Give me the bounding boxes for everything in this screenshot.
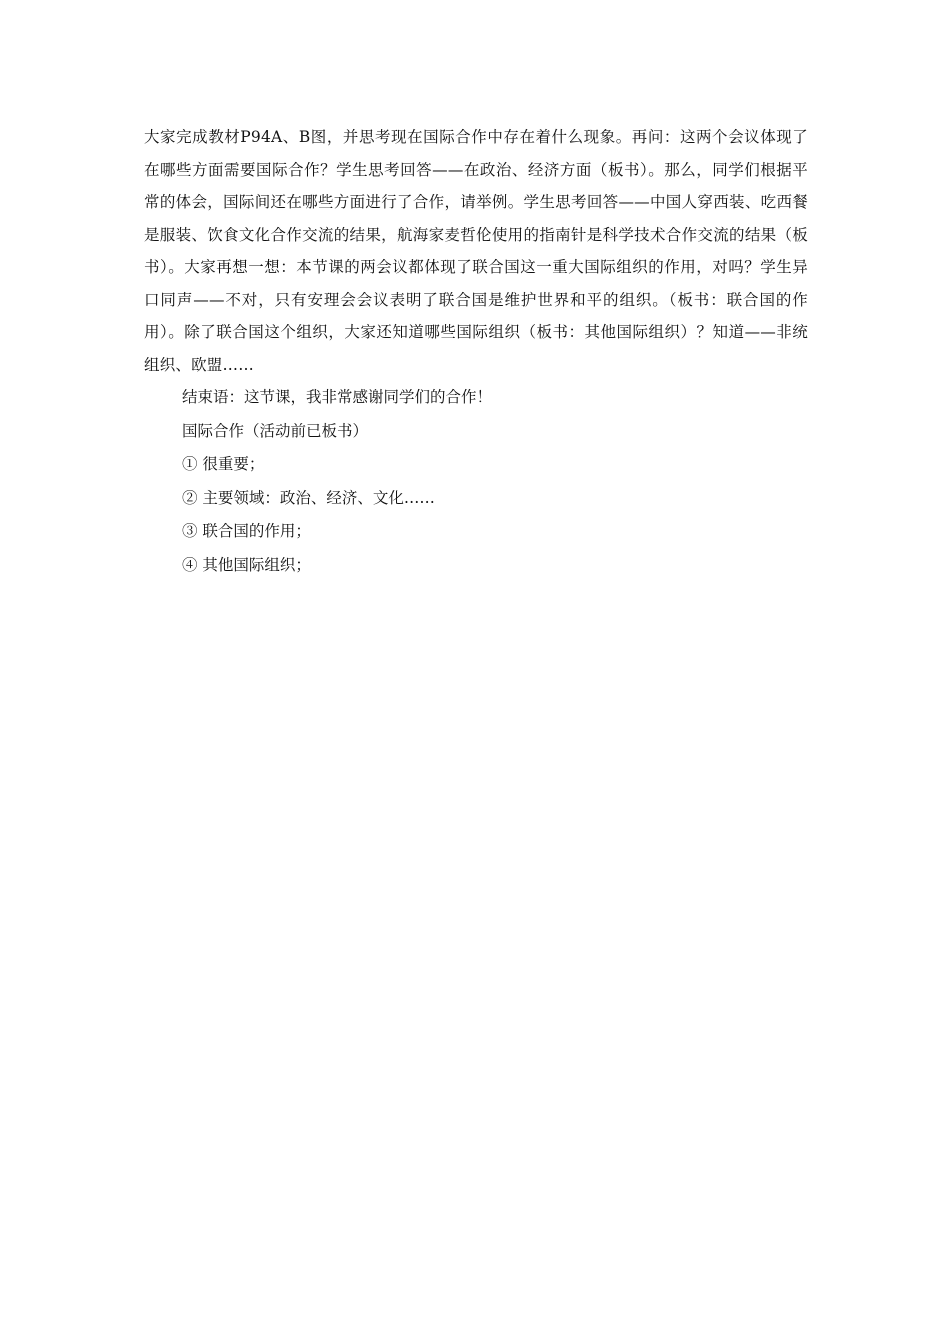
board-item-4: ④ 其他国际组织； [182, 555, 311, 574]
board-title: 国际合作（活动前已板书） [182, 421, 369, 440]
board-item-1: ① 很重要； [182, 455, 265, 473]
closing-remark: 结束语：这节课，我非常感谢同学们的合作！ [182, 388, 493, 406]
document-body [144, 121, 808, 582]
main-paragraph: 大家完成教材P94A、B图，并思考现在国际合作中存在着什么现象。再问：这两个会议体现了在哪些方面需要国际合作？学生思考回答——在政治、经济方面（板书）。那么，同学们根据平常的体会，国际间还在哪些方面进行了合作，请举例。学生思考回答——中国人穿西装、吃西餐是服装、饮食文化合作交流的结果，航海家麦哲伦使用的指南针是科学技术合作交流的结果（板书）。大家再想一想：本节课的两会议都体现了联合国这一重大国际组织的作用，对吗？学生异口同声——不对，只有安理会会议表明了联合国是维护世界和平的组织。（板书：联合国的作用）。除了联合国这个组织，大家还知道哪些国际组织（板书：其他国际组织）？知道——非统组织、欧盟…… [144, 128, 808, 374]
board-item-2: ② 主要领域：政治、经济、文化…… [182, 488, 435, 507]
board-item-3: ③ 联合国的作用； [182, 522, 311, 540]
